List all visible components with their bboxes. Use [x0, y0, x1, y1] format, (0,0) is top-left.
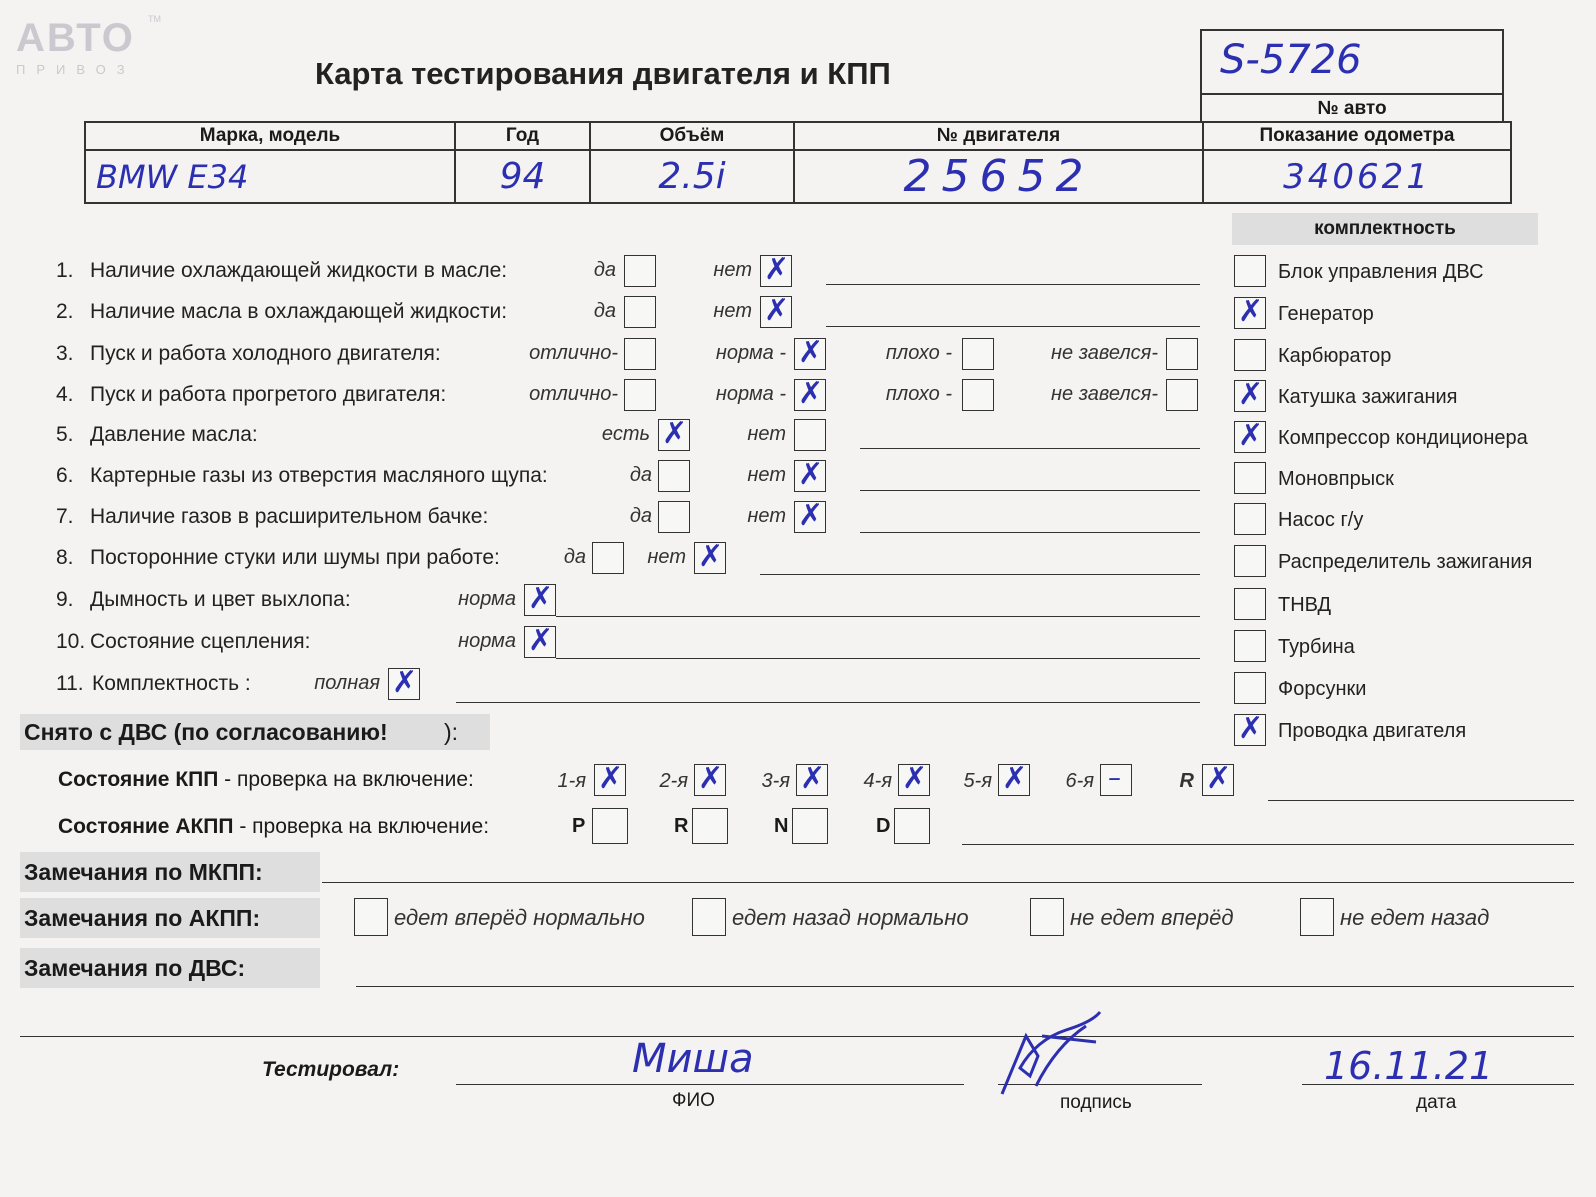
akpp-remark-option: едет назад нормально [732, 905, 969, 930]
question-number: 5. [56, 423, 74, 446]
completeness-label: Блок управления ДВС [1278, 261, 1484, 283]
checkbox-q4-no-start[interactable] [1166, 379, 1198, 411]
vehicle-info-table [84, 121, 1512, 204]
akpp-remark-option: не едет вперёд [1070, 905, 1234, 930]
akpp-remark-checkbox[interactable] [354, 898, 388, 936]
question-number: 4. [56, 383, 74, 406]
gear-label: 4-я [863, 770, 892, 792]
completeness-label: Карбюратор [1278, 345, 1392, 367]
answer-line [860, 448, 1200, 449]
completeness-label: Генератор [1278, 303, 1374, 325]
remarks-mkpp-section [20, 852, 320, 892]
option-label: отлично- [529, 342, 618, 364]
gear-label: 6-я [1065, 770, 1094, 792]
answer-line [860, 490, 1200, 491]
akpp-label-rest: - проверка на включение: [233, 815, 490, 838]
signature-label: подпись [1060, 1092, 1132, 1113]
remarks-akpp-label: Замечания по АКПП: [24, 905, 261, 931]
fio-line [456, 1084, 964, 1085]
option-label: плохо - [885, 342, 952, 364]
option-label: норма [458, 630, 516, 652]
question-text: Наличие охлаждающей жидкости в масле: [90, 259, 508, 282]
akpp-remark-option: едет вперёд нормально [394, 905, 645, 930]
completeness-checkbox[interactable] [1234, 714, 1266, 746]
completeness-checkbox[interactable] [1234, 545, 1266, 577]
akpp-remark-checkbox[interactable] [1030, 898, 1064, 936]
completeness-checkbox[interactable] [1234, 421, 1266, 453]
question-number: 10. [56, 630, 86, 653]
question-text: Наличие газов в расширительном бачке: [90, 505, 489, 528]
gear-checkbox[interactable] [898, 761, 930, 796]
remarks-mkpp-label: Замечания по МКПП: [24, 859, 263, 885]
answer-line [556, 616, 1200, 617]
gear-mark: ✗ [598, 761, 624, 796]
option-label: есть [601, 423, 650, 445]
completeness-checkbox[interactable] [1234, 339, 1266, 371]
remarks-dvs-section [20, 948, 320, 988]
checkbox-q1-yes[interactable] [624, 255, 656, 287]
question-text: Комплектность : [92, 672, 251, 695]
checkbox-q4-bad[interactable] [962, 379, 994, 411]
akpp-checkbox[interactable] [792, 808, 828, 844]
gear-label: R [1179, 770, 1194, 792]
option-label: отлично- [529, 383, 618, 405]
removed-label: Снято с ДВС (по согласованию! [24, 719, 388, 745]
question-text: Пуск и работа холодного двигателя: [90, 342, 441, 365]
checkbox-q4-normal[interactable] [794, 379, 826, 411]
completeness-label: Насос г/у [1278, 509, 1364, 531]
header-label-odometer: Показание одометра [1203, 122, 1511, 150]
completeness-label: Форсунки [1278, 678, 1367, 700]
checkbox-q3-normal[interactable] [794, 338, 826, 370]
checkbox-q6-yes[interactable] [658, 460, 690, 492]
header-value-year: 94 [455, 150, 590, 203]
checkbox-q11-complete[interactable] [388, 668, 420, 700]
header-value-odometer: 340621 [1203, 150, 1511, 203]
fio-label: ФИО [672, 1090, 715, 1111]
checkbox-q3-excellent[interactable] [624, 338, 656, 370]
remarks-dvs-line [356, 986, 1574, 987]
gear-checkbox[interactable] [1202, 761, 1234, 796]
checkbox-q5-yes[interactable] [658, 419, 690, 451]
option-label: нет [747, 464, 786, 486]
completeness-label: Турбина [1278, 636, 1355, 658]
removed-label-suffix: ): [444, 719, 459, 745]
gear-label: 2-я [659, 770, 688, 792]
completeness-label: Распределитель зажигания [1278, 551, 1533, 573]
akpp-label [58, 815, 489, 839]
completeness-title: комплектность [1232, 213, 1538, 245]
fio-value: Миша [632, 1036, 754, 1082]
car-number-label: № авто [1202, 93, 1502, 125]
checkbox-q7-yes[interactable] [658, 501, 690, 533]
signature-drawing [996, 1006, 1106, 1102]
removed-section [20, 714, 490, 750]
kpp-label-bold: Состояние КПП [58, 768, 219, 791]
answer-line [826, 326, 1200, 327]
akpp-remark-checkbox[interactable] [1300, 898, 1334, 936]
completeness-checkbox[interactable] [1234, 630, 1266, 662]
option-label: норма [458, 588, 516, 610]
completeness-label: Компрессор кондиционера [1278, 427, 1528, 449]
option-label: норма - [715, 383, 786, 405]
car-number-box [1200, 29, 1504, 123]
date-value: 16.11.21 [1324, 1044, 1494, 1088]
question-number: 6. [56, 464, 74, 487]
akpp-remark-option: не едет назад [1340, 905, 1490, 930]
gear-checkbox[interactable] [594, 761, 626, 796]
question-text: Дымность и цвет выхлопа: [90, 588, 351, 611]
akpp-checkbox[interactable] [894, 808, 930, 844]
question-number: 7. [56, 505, 74, 528]
option-label: нет [747, 505, 786, 527]
kpp-label-rest: - проверка на включение: [218, 768, 474, 791]
header-label-volume: Объём [590, 122, 794, 150]
gear-label: 3-я [761, 770, 790, 792]
remarks-dvs-label: Замечания по ДВС: [24, 955, 246, 981]
logo [16, 18, 136, 77]
gear-checkbox[interactable] [1100, 764, 1132, 796]
checkbox-q4-excellent[interactable] [624, 379, 656, 411]
gear-mark: ✗ [902, 761, 928, 796]
akpp-label-bold: Состояние АКПП [58, 815, 234, 838]
option-label: нет [647, 546, 686, 568]
checkbox-q8-no[interactable] [694, 542, 726, 574]
akpp-position-label: R [674, 815, 689, 837]
completeness-checkbox[interactable] [1234, 588, 1266, 620]
car-number-value: S-5726 [1220, 37, 1362, 83]
answer-line [1268, 800, 1574, 801]
akpp-checkbox[interactable] [592, 808, 628, 844]
checkbox-q2-no[interactable] [760, 296, 792, 328]
answer-line [556, 658, 1200, 659]
checkbox-q5-no[interactable] [794, 419, 826, 451]
option-label: норма - [715, 342, 786, 364]
question-text: Картерные газы из отверстия масляного щупа: [90, 464, 548, 487]
remarks-mkpp-line [322, 882, 1574, 883]
completeness-checkbox[interactable] [1234, 380, 1266, 412]
akpp-remark-checkbox[interactable] [692, 898, 726, 936]
header-label-engine-no: № двигателя [794, 122, 1203, 150]
completeness-checkbox[interactable] [1234, 255, 1266, 287]
checkbox-q7-no[interactable] [794, 501, 826, 533]
option-label: нет [713, 259, 752, 281]
question-text: Наличие масла в охлаждающей жидкости: [90, 300, 508, 323]
gear-mark: – [1108, 763, 1121, 793]
question-number: 8. [56, 546, 74, 569]
question-number: 9. [56, 588, 74, 611]
option-label: да [593, 259, 616, 281]
header-value-volume: 2.5i [590, 150, 794, 203]
checkbox-q3-bad[interactable] [962, 338, 994, 370]
question-text: Пуск и работа прогретого двигателя: [90, 383, 447, 406]
date-label: дата [1416, 1092, 1457, 1113]
gear-checkbox[interactable] [796, 761, 828, 796]
completeness-label: Катушка зажигания [1278, 386, 1458, 408]
gear-mark: ✗ [1206, 761, 1232, 796]
question-number: 3. [56, 342, 74, 365]
option-label: нет [747, 423, 786, 445]
logo-tm: ТМ [148, 14, 161, 24]
option-label: да [593, 300, 616, 322]
gear-mark: ✗ [800, 761, 826, 796]
gear-mark: ✗ [698, 761, 724, 796]
option-label: да [629, 464, 652, 486]
question-text: Посторонние стуки или шумы при работе: [90, 546, 500, 569]
checkbox-q8-yes[interactable] [592, 542, 624, 574]
page-title: Карта тестирования двигателя и КПП [315, 56, 891, 91]
header-label-year: Год [455, 122, 590, 150]
completeness-checkbox[interactable] [1234, 462, 1266, 494]
completeness-label: Моновпрыск [1278, 468, 1394, 490]
tested-by-label: Тестировал: [262, 1058, 400, 1081]
logo-main-text: АВТО [16, 16, 135, 60]
answer-line [860, 532, 1200, 533]
completeness-label: ТНВД [1278, 594, 1332, 616]
remarks-extra-line [20, 1036, 1574, 1037]
akpp-position-label: D [876, 815, 891, 837]
gear-mark: ✗ [1002, 761, 1028, 796]
checkbox-q1-no[interactable] [760, 255, 792, 287]
completeness-label: Проводка двигателя [1278, 720, 1467, 742]
checkbox-q2-yes[interactable] [624, 296, 656, 328]
answer-line [826, 284, 1200, 285]
akpp-checkbox[interactable] [692, 808, 728, 844]
answer-line [760, 574, 1200, 575]
question-number: 2. [56, 300, 74, 323]
checkbox-q6-no[interactable] [794, 460, 826, 492]
header-value-model: BMW E34 [85, 150, 455, 203]
remarks-akpp-section [20, 898, 320, 938]
checkbox-q9-normal[interactable] [524, 584, 556, 616]
question-text: Давление масла: [90, 423, 258, 446]
gear-checkbox[interactable] [998, 761, 1030, 796]
akpp-position-label: P [572, 815, 586, 837]
question-number: 11. [56, 672, 84, 695]
option-label: да [563, 546, 586, 568]
kpp-label [58, 768, 474, 792]
gear-label: 1-я [557, 770, 586, 792]
option-label: полная [314, 672, 380, 694]
completeness-checkbox[interactable] [1234, 297, 1266, 329]
gear-label: 5-я [963, 770, 992, 792]
option-label: плохо - [885, 383, 952, 405]
answer-line [456, 702, 1200, 703]
option-label: да [629, 505, 652, 527]
header-value-engine-no: 25652 [794, 150, 1203, 203]
question-number: 1. [56, 259, 74, 282]
checkbox-q10-normal[interactable] [524, 626, 556, 658]
checkbox-q3-no-start[interactable] [1166, 338, 1198, 370]
completeness-checkbox[interactable] [1234, 672, 1266, 704]
answer-line [962, 844, 1574, 845]
completeness-checkbox[interactable] [1234, 503, 1266, 535]
option-label: нет [713, 300, 752, 322]
question-text: Состояние сцепления: [90, 630, 311, 653]
header-label-model: Марка, модель [85, 122, 455, 150]
akpp-position-label: N [774, 815, 789, 837]
option-label: не завелся- [1051, 342, 1158, 364]
logo-sub-text: ПРИВОЗ [16, 62, 136, 77]
gear-checkbox[interactable] [694, 761, 726, 796]
option-label: не завелся- [1051, 383, 1158, 405]
